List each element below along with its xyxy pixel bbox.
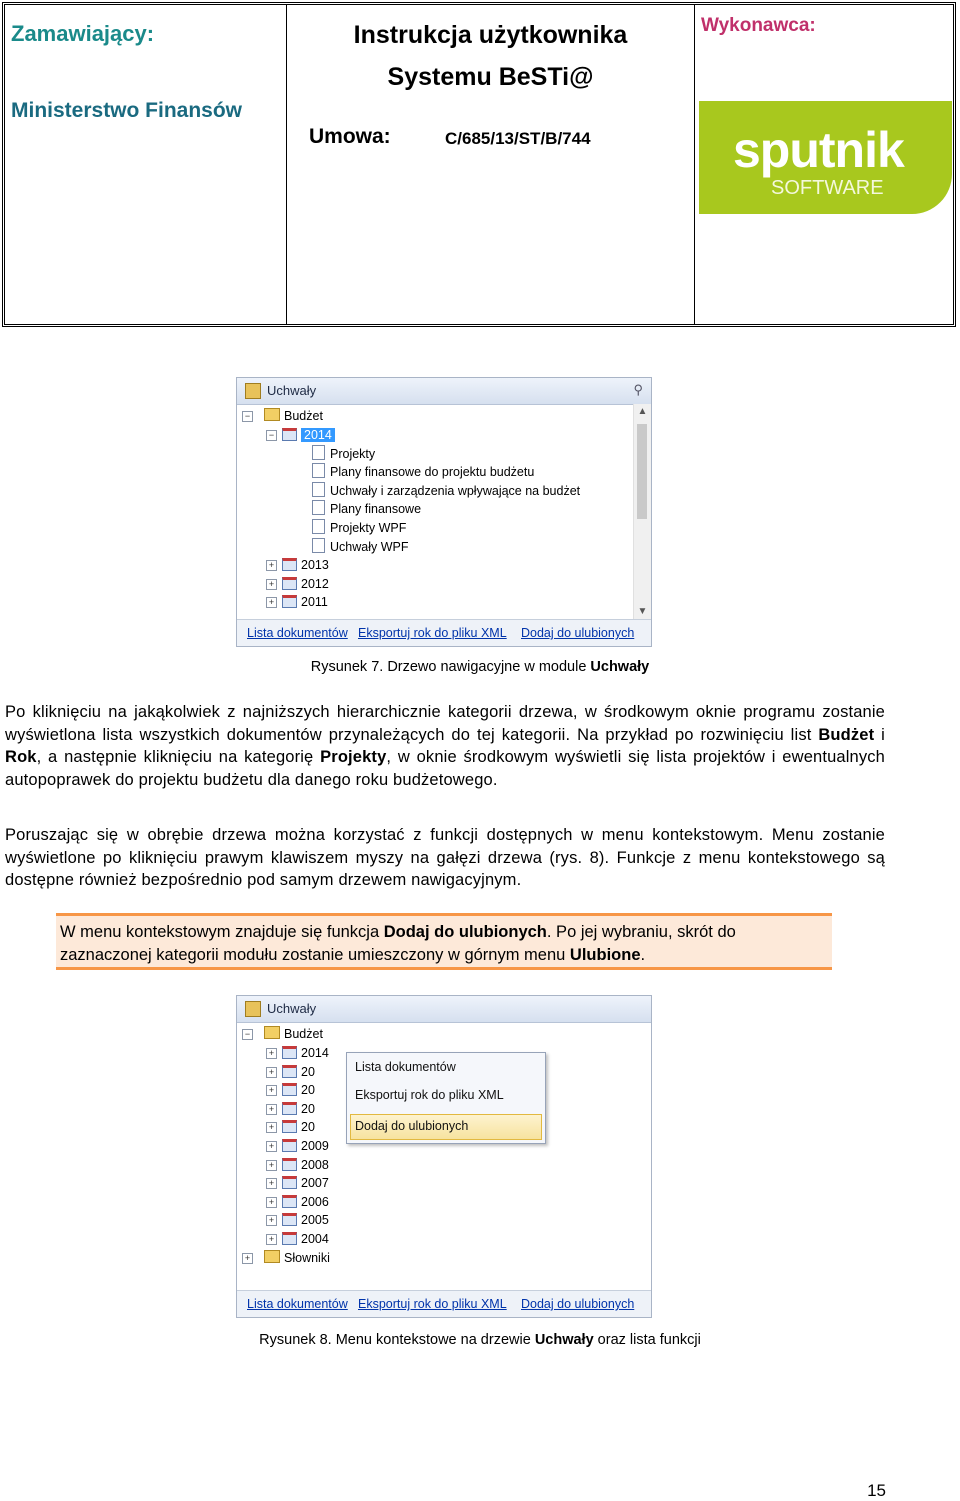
note-text: . Po jej wybraniu, skrót do zaznaczonej kategorii modułu zostanie umieszczony w górnym menu <box>60 923 736 964</box>
module-icon <box>245 1001 261 1017</box>
vendor-cell <box>695 5 953 324</box>
calendar-icon <box>282 1083 297 1096</box>
vertical-scrollbar[interactable] <box>633 404 651 619</box>
calendar-icon <box>282 1139 297 1152</box>
tree-node-year[interactable] <box>266 1211 329 1229</box>
expand-icon[interactable]: + <box>266 1197 277 1208</box>
para-bold: Rok <box>5 748 37 766</box>
tree-label: Projekty <box>330 447 376 461</box>
context-menu <box>346 1052 546 1144</box>
tree-label: 2012 <box>301 577 329 591</box>
tree-node-category[interactable] <box>312 445 375 463</box>
tree-label: 2004 <box>301 1232 329 1246</box>
calendar-icon <box>282 1102 297 1115</box>
logo-subtext: SOFTWARE <box>771 177 884 199</box>
link-document-list[interactable]: Lista dokumentów <box>247 1297 348 1311</box>
tree-label: 20 <box>301 1083 315 1097</box>
tree-node-category[interactable] <box>312 500 421 518</box>
calendar-icon <box>282 1232 297 1245</box>
tree-node-category[interactable] <box>312 463 534 481</box>
tree-label: 2007 <box>301 1176 329 1190</box>
calendar-icon <box>282 1158 297 1171</box>
tree-label: 20 <box>301 1102 315 1116</box>
calendar-icon <box>282 577 297 590</box>
calendar-icon <box>282 1213 297 1226</box>
para-bold: Budżet <box>818 725 875 744</box>
expand-icon[interactable]: + <box>266 1234 277 1245</box>
expand-icon[interactable]: + <box>266 1215 277 1226</box>
para-text: , w oknie środkowym wyświetli się lista projektów i ewentualnych autopoprawek do projektu budżetu dla danego roku budżetowego. <box>5 748 886 789</box>
folder-icon <box>264 408 280 421</box>
tree-label: 2013 <box>301 558 329 572</box>
note-bold: Ulubione <box>569 946 641 964</box>
pin-icon[interactable]: ⚲ <box>633 382 643 397</box>
caption-text: Rysunek 7. Drzewo nawigacyjne w module <box>310 659 591 675</box>
collapse-icon[interactable]: − <box>242 411 253 422</box>
expand-icon[interactable]: + <box>266 1160 277 1171</box>
tree-node-year[interactable] <box>266 1081 315 1099</box>
expand-icon[interactable]: + <box>266 579 277 590</box>
tree-node-year[interactable] <box>266 1100 315 1118</box>
tree-node-year[interactable] <box>266 1193 329 1211</box>
context-item-add-favorites[interactable]: Dodaj do ulubionych <box>355 1119 469 1133</box>
expand-icon[interactable]: + <box>266 1104 277 1115</box>
tree-node-year[interactable] <box>266 1174 329 1192</box>
collapse-icon[interactable]: − <box>242 1029 253 1040</box>
scroll-down-icon[interactable]: ▼ <box>637 606 648 617</box>
tree-node-year[interactable] <box>266 1156 329 1174</box>
folder-icon <box>264 1250 280 1263</box>
tree-node-year[interactable] <box>266 556 329 574</box>
tree-label: 2006 <box>301 1195 329 1209</box>
tree-label: Uchwały WPF <box>330 540 409 554</box>
figure7-caption <box>0 659 960 675</box>
expand-icon[interactable]: + <box>266 1085 277 1096</box>
link-export-xml[interactable]: Eksportuj rok do pliku XML <box>358 626 507 640</box>
tree-node-year[interactable] <box>266 1230 329 1248</box>
module-icon <box>245 383 261 399</box>
paragraph-context-menu: Poruszając się w obrębie drzewa można korzystać z funkcji dostępnych w menu kontekstowym. Menu zostanie wyświetlone po kliknięciu prawym klawiszem myszy na gałęzi drzewa (rys. 8). Funkcje z menu kontekstowego są dostępne również bezpośrednio pod samym drzewem nawigacyjnym. <box>5 826 885 889</box>
sputnik-logo <box>699 101 952 214</box>
tree-function-links <box>237 1290 651 1317</box>
tree-label: 20 <box>301 1120 315 1134</box>
calendar-icon <box>282 1120 297 1133</box>
para-text: i <box>874 725 885 744</box>
document-title-line1: Instrukcja użytkownika <box>353 21 628 49</box>
note-box <box>56 913 832 970</box>
contract-label: Umowa: <box>309 125 391 148</box>
para-text: Po kliknięciu na jakąkolwiek z najniższych hierarchicznie kategorii drzewa, w środkowym oknie programu zostanie wyświetlona lista wszystkich dokumentów przynależących do tej kategorii. Na przykład po rozwinięciu list <box>5 703 885 744</box>
document-icon <box>312 463 325 478</box>
expand-icon[interactable]: + <box>266 1122 277 1133</box>
calendar-icon <box>282 558 297 571</box>
window-titlebar <box>237 996 651 1023</box>
tree-node-year[interactable] <box>266 1044 329 1062</box>
tree-label: Plany finansowe do projektu budżetu <box>330 465 535 479</box>
tree-node-year[interactable] <box>266 426 335 444</box>
figure8-window <box>236 995 652 1318</box>
tree-label: 2009 <box>301 1139 329 1153</box>
para-text: , a następnie kliknięciu na kategorię <box>36 748 321 766</box>
link-add-favorites[interactable]: Dodaj do ulubionych <box>521 626 635 640</box>
folder-icon <box>264 1026 280 1039</box>
document-title-line2: Systemu BeSTi@ <box>387 63 594 91</box>
contract-number: C/685/13/ST/B/744 <box>445 129 591 148</box>
tree-node-budget[interactable] <box>242 1025 323 1043</box>
calendar-icon <box>282 428 297 441</box>
figure8-caption <box>0 1332 960 1348</box>
figure7-window <box>236 377 652 647</box>
document-icon <box>312 445 325 460</box>
tree-function-links <box>237 619 651 646</box>
tree-node-year[interactable] <box>266 575 329 593</box>
tree-label: Projekty WPF <box>330 521 407 535</box>
tree-label-selected: 2014 <box>301 428 335 442</box>
client-name: Ministerstwo Finansów <box>11 99 243 122</box>
scrollbar-thumb[interactable] <box>637 424 647 519</box>
document-header <box>2 2 956 327</box>
caption-bold: Uchwały <box>534 1332 594 1348</box>
tree-label: Budżet <box>284 409 323 423</box>
expand-icon[interactable]: + <box>266 597 277 608</box>
tree-node-budget[interactable] <box>242 407 323 425</box>
tree-node-year[interactable] <box>266 593 328 611</box>
tree-label: 2005 <box>301 1213 329 1227</box>
expand-icon[interactable]: + <box>266 1067 277 1078</box>
tree-node-year[interactable] <box>266 1063 315 1081</box>
tree-node-category[interactable] <box>312 538 408 556</box>
logo-text: sputnik <box>733 122 904 178</box>
expand-icon[interactable]: + <box>266 1178 277 1189</box>
document-icon <box>312 482 325 497</box>
note-bold: Dodaj do ulubionych <box>383 923 547 941</box>
tree-node-year[interactable] <box>266 1137 329 1155</box>
tree-label: 2014 <box>301 1046 329 1060</box>
calendar-icon <box>282 1176 297 1189</box>
calendar-icon <box>282 595 297 608</box>
vendor-label: Wykonawca: <box>701 15 816 36</box>
tree-label: 2008 <box>301 1158 329 1172</box>
tree-label: Budżet <box>284 1027 323 1041</box>
window-titlebar <box>237 378 651 405</box>
calendar-icon <box>282 1195 297 1208</box>
tree-label: 20 <box>301 1065 315 1079</box>
link-document-list[interactable]: Lista dokumentów <box>247 626 348 640</box>
para-bold: Projekty <box>320 748 387 766</box>
calendar-icon <box>282 1065 297 1078</box>
tree-node-year[interactable] <box>266 1118 315 1136</box>
paragraph-tree-usage <box>5 701 885 791</box>
document-icon <box>312 519 325 534</box>
client-label: Zamawiający: <box>11 21 155 46</box>
note-text: W menu kontekstowym znajduje się funkcja <box>60 923 384 941</box>
title-cell <box>287 5 695 324</box>
expand-icon[interactable]: + <box>266 560 277 571</box>
context-item-document-list[interactable]: Lista dokumentów <box>355 1060 456 1074</box>
client-cell <box>5 5 287 324</box>
caption-text: oraz lista funkcji <box>593 1332 701 1348</box>
scroll-up-icon[interactable]: ▲ <box>637 406 648 417</box>
link-export-xml[interactable]: Eksportuj rok do pliku XML <box>358 1297 507 1311</box>
window-title: Uchwały <box>267 1001 317 1016</box>
tree-label: Słowniki <box>284 1251 330 1265</box>
caption-text: Rysunek 8. Menu kontekstowe na drzewie <box>259 1332 535 1348</box>
link-add-favorites[interactable]: Dodaj do ulubionych <box>521 1297 635 1311</box>
expand-icon[interactable]: + <box>266 1048 277 1059</box>
collapse-icon[interactable]: − <box>266 430 277 441</box>
tree-label: Plany finansowe <box>330 502 422 516</box>
document-icon <box>312 500 325 515</box>
expand-icon[interactable]: + <box>242 1253 253 1264</box>
page-number: 15 <box>867 1481 886 1500</box>
tree-label: Uchwały i zarządzenia wpływające na budżet <box>330 484 581 498</box>
note-text: . <box>640 946 646 964</box>
caption-bold: Uchwały <box>590 659 650 675</box>
tree-node-dictionaries[interactable] <box>242 1249 330 1267</box>
tree-node-category[interactable] <box>312 482 580 500</box>
context-item-export-xml[interactable]: Eksportuj rok do pliku XML <box>355 1088 504 1102</box>
tree-node-category[interactable] <box>312 519 406 537</box>
document-icon <box>312 538 325 553</box>
calendar-icon <box>282 1046 297 1059</box>
expand-icon[interactable]: + <box>266 1141 277 1152</box>
tree-label: 2011 <box>301 595 328 609</box>
window-title: Uchwały <box>267 383 317 398</box>
